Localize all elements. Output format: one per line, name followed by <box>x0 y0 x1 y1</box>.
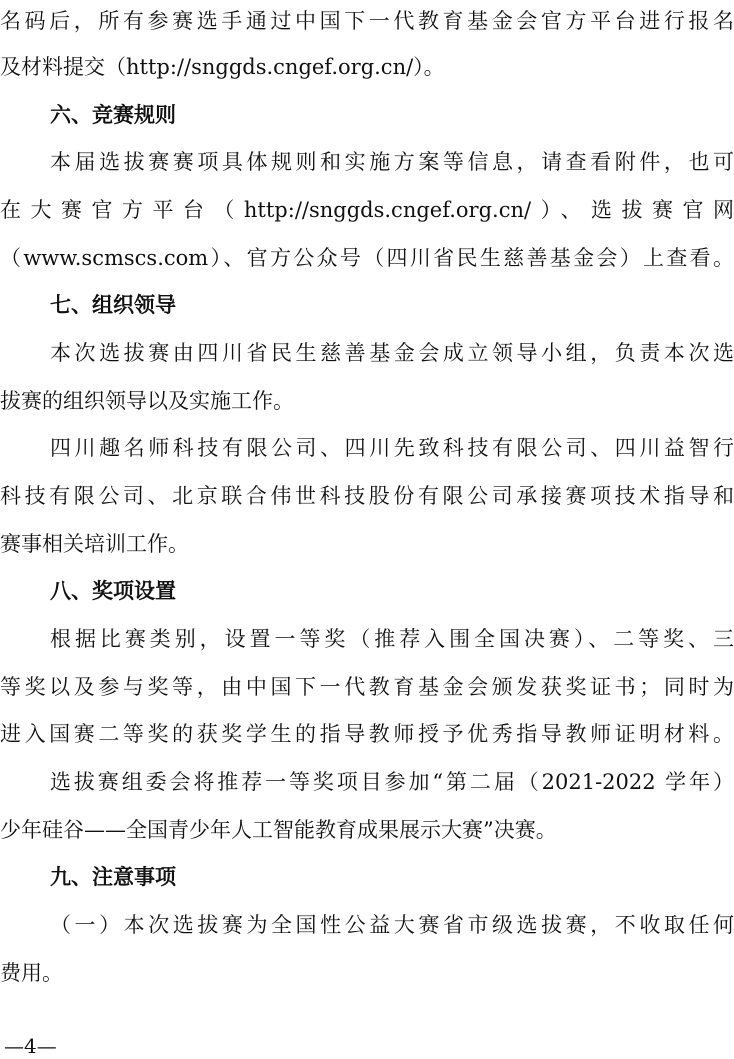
section-heading: 八、奖项设置 <box>50 579 176 603</box>
paragraph-line: 少年硅谷——全国青少年人工智能教育成果展示大赛”决赛。 <box>0 818 557 842</box>
paragraph-line: 等奖以及参与奖等，由中国下一代教育基金会颁发获奖证书；同时为 <box>0 675 734 699</box>
paragraph-line: 拔赛的组织领导以及实施工作。 <box>0 389 294 413</box>
page-number: —4— <box>4 1034 57 1058</box>
paragraph-line: 及材料提交（http://snggds.cngef.org.cn/）。 <box>0 55 445 79</box>
paragraph-line: （www.scmscs.com）、官方公众号（四川省民生慈善基金会）上查看。 <box>0 246 734 270</box>
paragraph-line: 本次选拔赛由四川省民生慈善基金会成立领导小组，负责本次选 <box>50 341 734 365</box>
section-heading: 九、注意事项 <box>50 865 176 889</box>
paragraph-line: 科技有限公司、北京联合伟世科技股份有限公司承接赛项技术指导和 <box>0 484 734 508</box>
paragraph-line: 费用。 <box>0 961 63 985</box>
paragraph-line: 根据比赛类别，设置一等奖（推荐入围全国决赛）、二等奖、三 <box>50 627 734 651</box>
paragraph-line: 本届选拔赛赛项具体规则和实施方案等信息，请查看附件，也可 <box>50 150 734 174</box>
section-heading: 七、组织领导 <box>50 293 176 317</box>
section-heading: 六、竞赛规则 <box>50 103 176 127</box>
paragraph-line: 四川趣名师科技有限公司、四川先致科技有限公司、四川益智行 <box>50 436 734 460</box>
paragraph-line: 在大赛官方平台（http://snggds.cngef.org.cn/）、选拔赛官网 <box>0 198 734 222</box>
paragraph-line: 赛事相关培训工作。 <box>0 532 189 556</box>
paragraph-line: （一）本次选拔赛为全国性公益大赛省市级选拔赛，不收取任何 <box>50 913 734 937</box>
paragraph-line: 名码后，所有参赛选手通过中国下一代教育基金会官方平台进行报名 <box>0 9 734 33</box>
paragraph-line: 进入国赛二等奖的获奖学生的指导教师授予优秀指导教师证明材料。 <box>0 722 734 746</box>
paragraph-line: 选拔赛组委会将推荐一等奖项目参加“第二届（2021-2022 学年） <box>50 770 734 794</box>
